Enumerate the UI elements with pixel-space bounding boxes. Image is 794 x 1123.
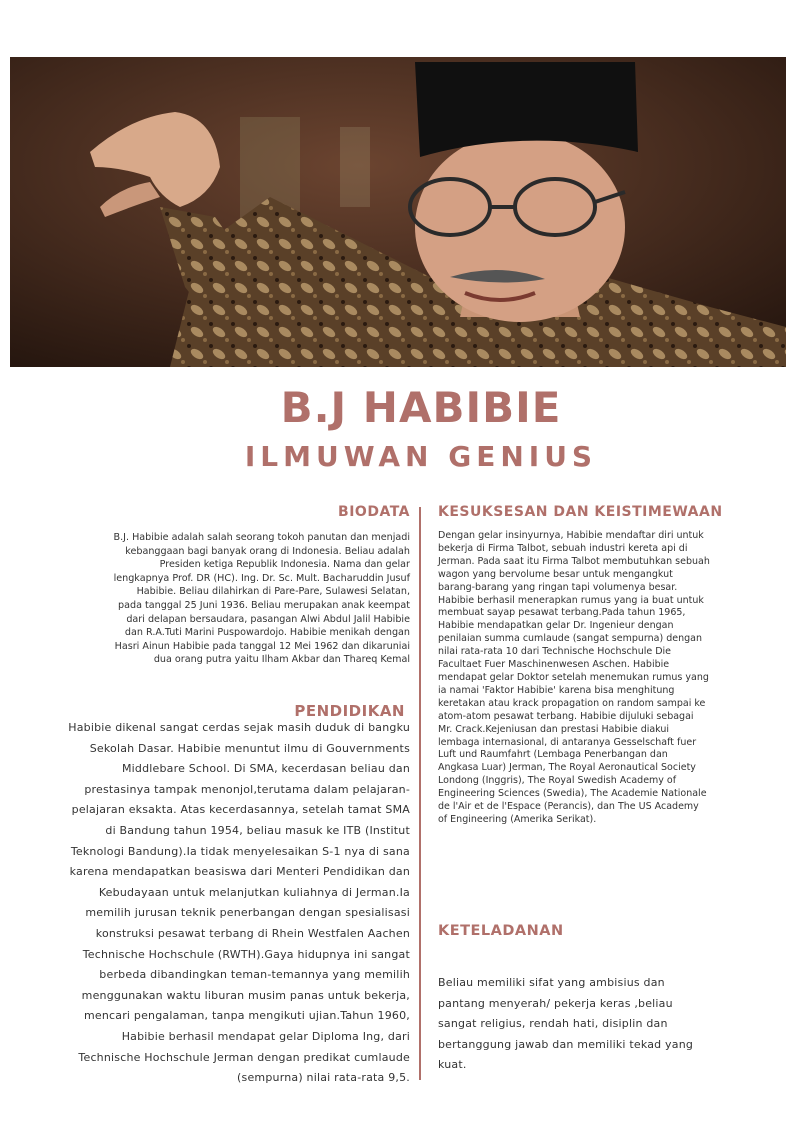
- keteladanan-text: Beliau memiliki sifat yang ambisius dan pantang menyerah/ pekerja keras ,beliau sangat religius, rendah hati, disiplin dan bertanggung jawab dan memiliki tekad yang kuat.: [438, 976, 694, 1072]
- biodata-heading: BIODATA: [338, 504, 410, 520]
- biodata-text: B.J. Habibie adalah salah seorang tokoh panutan dan menjadi kebanggaan bagi banyak orang di Indonesia. Beliau adalah Presiden ketiga Republik Indonesia. Nama dan gelar lengkapnya Prof. DR (HC). Ing. Dr. Sc. Mult. Bacharuddin Jusuf Habibie. Beliau dilahirkan di Pare-Pare, Sulawesi Selatan, pada tanggal 25 Juni 1936. Beliau merupakan anak keempat dari delapan bersaudara, pasangan Alwi Abdul Jalil Habibie dan R.A.Tuti Marini Puspowardojo. Habibie menikah dengan Hasri Ainun Habibie pada tanggal 12 Mei 1962 dan dikaruniai dua orang putra yaitu Ilham Akbar dan Thareq Kemal: [113, 532, 410, 666]
- portrait-photo: [10, 57, 786, 367]
- page-title: B.J HABIBIE: [280, 383, 562, 432]
- pendidikan-text: Habibie dikenal sangat cerdas sejak masih duduk di bangku Sekolah Dasar. Habibie menuntut ilmu di Gouvernments Middlebare School. Di SMA, kecerdasan beliau dan prestasinya tampak menonjol,terutama dalam pelajaran-pelajaran eksakta. Atas kecerdasannya, setelah tamat SMA di Bandung tahun 1954, beliau masuk ke ITB (Institut Teknologi Bandung).Ia tidak menyelesaikan S-1 nya di sana karena mendapatkan beasiswa dari Menteri Pendidikan dan Kebudayaan untuk melanjutkan kuliahnya di Jerman.Ia memilih jurusan teknik penerbangan dengan spesialisasi konstruksi pesawat terbang di Rhein Westfalen Aachen Technische Hochschule (RWTH).Gaya hidupnya ini sangat berbeda dibandingkan teman-temannya yang memilih menggunakan waktu liburan musim panas untuk bekerja, mencari pengalaman, tanpa mengikuti ujian.Tahun 1960, Habibie berhasil mendapat gelar Diploma Ing, dari Technische Hochschule Jerman dengan predikat cumlaude (sempurna) nilai rata-rata 9,5.: [68, 721, 410, 1085]
- column-divider: [419, 507, 421, 1080]
- portrait-illustration: [10, 57, 786, 367]
- page-subtitle: ILMUWAN GENIUS: [244, 440, 598, 473]
- pendidikan-heading: PENDIDIKAN: [294, 702, 405, 720]
- kesuksesan-heading: KESUKSESAN DAN KEISTIMEWAAN: [438, 504, 723, 520]
- keteladanan-heading: KETELADANAN: [438, 923, 564, 939]
- kesuksesan-text: Dengan gelar insinyurnya, Habibie mendaftar diri untuk bekerja di Firma Talbot, sebuah industri kereta api di Jerman. Pada saat itu Firma Talbot membutuhkan sebuah wagon yang bervolume besar untuk mengangkut barang-barang yang ringan tapi volumenya besar. Habibie berhasil menerapkan rumus yang ia buat untuk membuat sayap pesawat terbang.Pada tahun 1965, Habibie mendapatkan gelar Dr. Ingenieur dengan penilaian summa cumlaude (sangat sempurna) dengan nilai rata-rata 10 dari Technische Hochschule Die Facultaet Fuer Maschinenwesen Aschen. Habibie mendapat gelar Doktor setelah menemukan rumus yang ia namai 'Faktor Habibie' karena bisa menghitung keretakan atau krack propagation on random sampai ke atom-atom pesawat terbang. Habibie dijuluki sebagai Mr. Crack.Kejeniusan dan prestasi Habibie diakui lembaga internasional, di antaranya Gesselschaft fuer Luft und Raumfahrt (Lembaga Penerbangan dan Angkasa Luar) Jerman, The Royal Aeronautical Society Londong (Inggris), The Royal Swedish Academy of Engineering Sciences (Swedia), The Academie Nationale de l'Air et de l'Espace (Perancis), dan The US Academy of Engineering (Amerika Serikat).: [438, 530, 710, 825]
